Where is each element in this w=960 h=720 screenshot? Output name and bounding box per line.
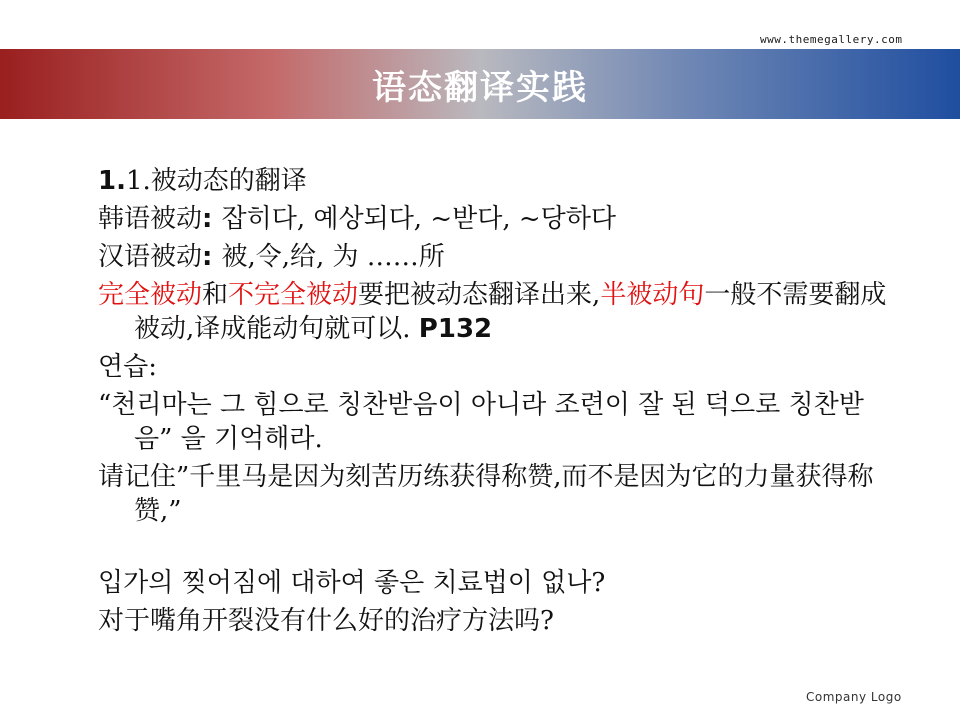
- practice-label: 연습:: [98, 352, 157, 382]
- chinese-passive-colon: :: [202, 242, 222, 272]
- korean-passive-line: [98, 202, 898, 236]
- korean-passive-items: 잡히다, 예상되다, ~받다, ~당하다: [221, 204, 617, 234]
- company-logo: Company Logo: [806, 690, 902, 704]
- rule-incomplete-passive: 不完全被动: [228, 280, 359, 310]
- korean-passive-colon: :: [202, 204, 222, 234]
- rule-active-translation: 一般不需要翻成被动,译成能动句就可以.: [134, 280, 887, 344]
- spacer: [98, 532, 898, 566]
- question-korean: 입가의 찢어짐에 대하여 좋은 치료법이 없나?: [98, 568, 606, 598]
- rule-translate-out: 要把被动态翻译出来,: [358, 280, 601, 310]
- rule-paragraph: [98, 278, 898, 346]
- korean-example: “천리마는 그 힘으로 칭찬받음이 아니라 조련이 잘 된 덕으로 칭찬받음” 을 기억해라.: [98, 390, 864, 454]
- slide-title: 语态翻译实践: [372, 67, 588, 108]
- section-heading: [98, 164, 898, 198]
- chinese-passive-label: 汉语被动: [98, 242, 203, 272]
- rule-semi-passive: 半被动句: [600, 280, 705, 310]
- header-url: www.themegallery.com: [760, 33, 903, 46]
- chinese-passive-items: 被,令,给, 为 ……所: [221, 242, 445, 272]
- heading-text: 1.被动态的翻译: [125, 166, 307, 196]
- chinese-translation: 请记住”千里马是因为刻苦历练获得称赞,而不是因为它的力量获得称赞,”: [98, 462, 874, 526]
- question-chinese: 对于嘴角开裂没有什么好的治疗方法吗?: [98, 606, 554, 636]
- chinese-passive-line: [98, 240, 898, 274]
- slide-content: [98, 164, 898, 642]
- rule-full-passive: 完全被动: [98, 280, 203, 310]
- korean-passive-label: 韩语被动: [98, 204, 203, 234]
- heading-number: 1.: [98, 166, 126, 196]
- page-reference: P132: [418, 314, 493, 344]
- rule-and: 和: [202, 280, 229, 310]
